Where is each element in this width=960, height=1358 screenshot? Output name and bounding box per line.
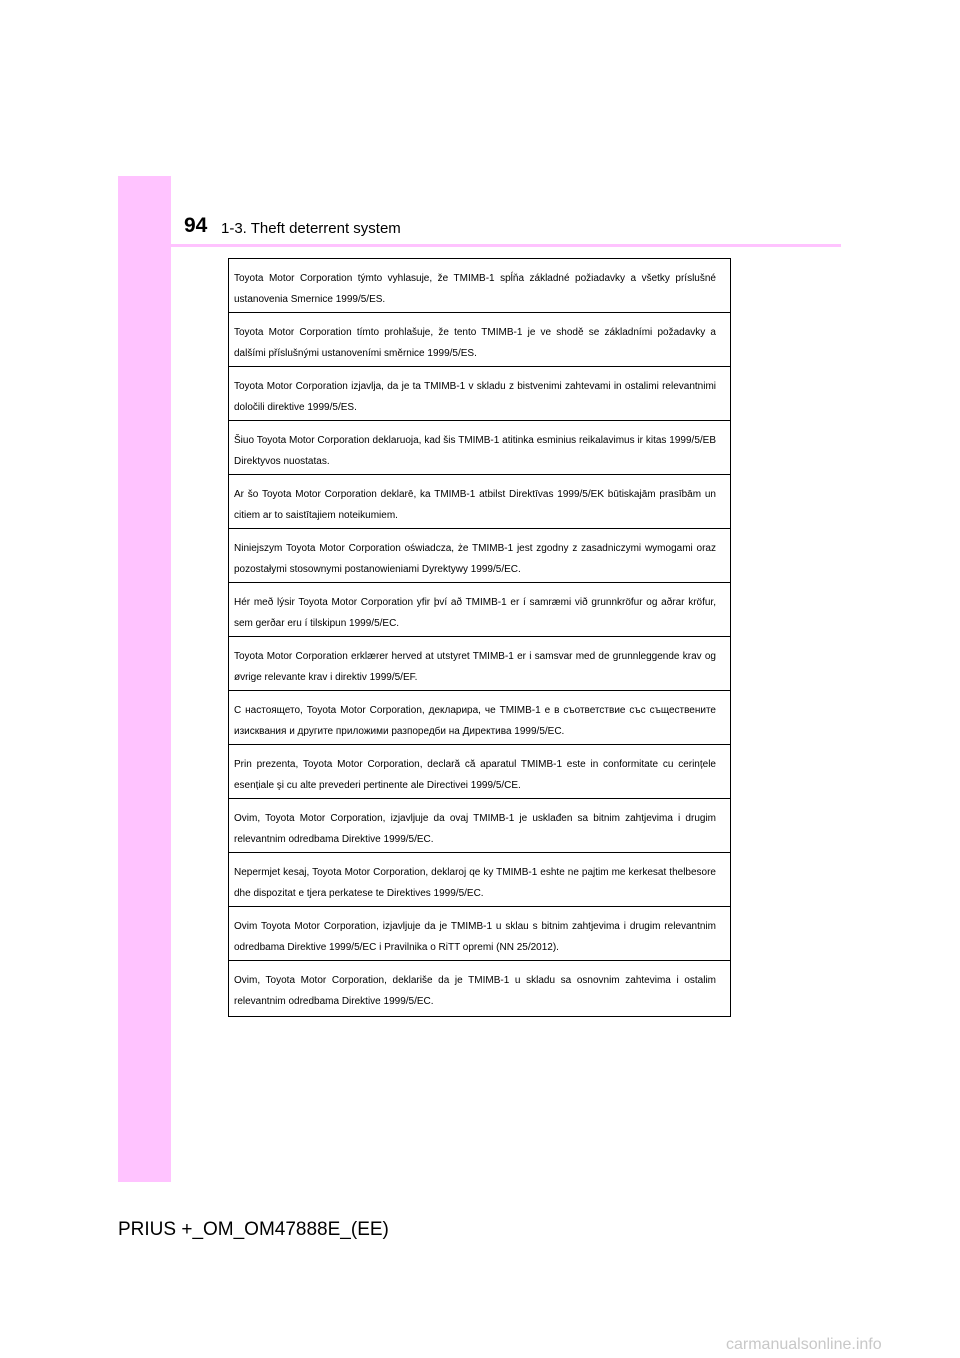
declaration-row-serbian: Ovim, Toyota Motor Corporation, deklariše da je TMIMB-1 u skladu sa osnovnim zahtevima i ostalim relevantnim odredbama Direktive 1999/5/EC. — [234, 975, 716, 1007]
declaration-row-croatian: Ovim Toyota Motor Corporation, izjavljuje da je TMIMB-1 u sklau s bitnim zahtjevima i drugim relevantnim odredbama Direktive 1999/5/EC i Pravilnika o RiTT opremi (NN 25/2012). — [229, 907, 730, 961]
declaration-row-icelandic: Hér með lýsir Toyota Motor Corporation yfir því að TMIMB-1 er í samræmi við grunnkröfur og aðrar kröfur, sem gerðar eru í tilskipun 1999/5/EC. — [229, 583, 730, 637]
declaration-row-latvian: Ar šo Toyota Motor Corporation deklarē, ka TMIMB-1 atbilst Direktīvas 1999/5/EK būtiskajām prasībām un citiem ar to saistītajiem noteikumiem. — [229, 475, 730, 529]
declaration-row-lithuanian: Šiuo Toyota Motor Corporation deklaruoja, kad šis TMIMB-1 atitinka esminius reikalavimus ir kitas 1999/5/EB Direktyvos nuostatas. — [229, 421, 730, 475]
declaration-row-norwegian: Toyota Motor Corporation erklærer herved at utstyret TMIMB-1 er i samsvar med de grunnleggende krav og øvrige relevante krav i direktiv 1999/5/EF. — [229, 637, 730, 691]
declaration-row-romanian: Prin prezenta, Toyota Motor Corporation, declară că aparatul TMIMB-1 este in conformitate cu cerințele esențiale şi cu alte prevederi pertinente ale Directivei 1999/5/CE. — [229, 745, 730, 799]
side-tab-bar — [118, 176, 171, 1182]
watermark-text: carmanualsonline.info — [726, 1336, 882, 1353]
manual-code: PRIUS +_OM_OM47888E_(EE) — [118, 1219, 389, 1240]
declaration-row-czech: Toyota Motor Corporation tímto prohlašuje, že tento TMIMB-1 je ve shodě se základními požadavky a dalšími příslušnými ustanoveními směrnice 1999/5/ES. — [229, 313, 730, 367]
declaration-row-albanian: Nepermjet kesaj, Toyota Motor Corporation, deklaroj qe ky TMIMB-1 eshte ne pajtim me kerkesat thelbesore dhe dispozitat e tjera perkatese te Direktives 1999/5/EC. — [229, 853, 730, 907]
section-title: 1-3. Theft deterrent system — [221, 220, 401, 237]
declaration-row-bosnian: Ovim, Toyota Motor Corporation, izjavljuje da ovaj TMIMB-1 je usklađen sa bitnim zahtjevima i drugim relevantnim odredbama Direktive 1999/5/EC. — [229, 799, 730, 853]
declaration-row-bulgarian: С настоящето, Toyota Motor Corporation, декларира, че TMIMB-1 е в съответствие със съществените изисквания и другите приложими разпоредби на Директива 1999/5/ЕС. — [229, 691, 730, 745]
declaration-row-slovak: Toyota Motor Corporation týmto vyhlasuje, že TMIMB-1 spĺňa základné požiadavky a všetky príslušné ustanovenia Smernice 1999/5/ES. — [229, 259, 730, 313]
page-number: 94 — [184, 214, 208, 237]
declaration-row-slovenian: Toyota Motor Corporation izjavlja, da je ta TMIMB-1 v skladu z bistvenimi zahtevami in ostalimi relevantnimi določili direktive 1999/5/ES. — [229, 367, 730, 421]
header-divider — [171, 244, 841, 247]
declaration-row-polish: Niniejszym Toyota Motor Corporation oświadcza, że TMIMB-1 jest zgodny z zasadniczymi wymogami oraz pozostałymi stosownymi postanowieniami Dyrektywy 1999/5/EC. — [229, 529, 730, 583]
declaration-table — [228, 258, 731, 1017]
